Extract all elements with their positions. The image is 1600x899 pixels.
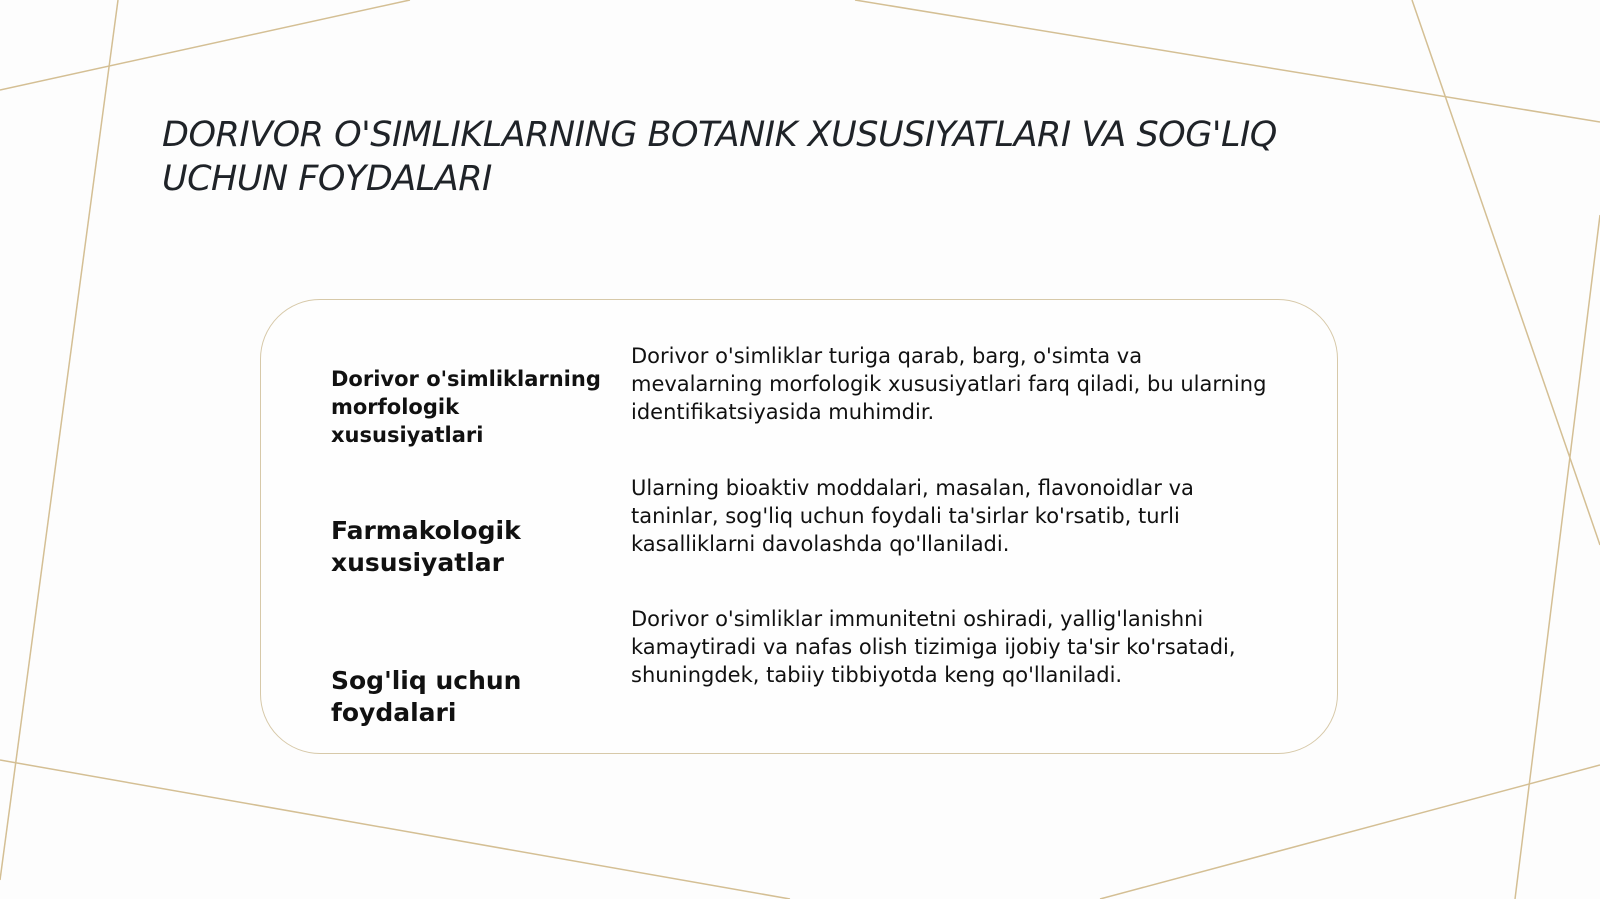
row-text-pharmacology: Ularning bioaktiv moddalari, masalan, flavonoidlar va taninlar, sog'liq uchun foydali ta'sirlar ko'rsatib, turli kasalliklarni davolashda qo'llaniladi.: [631, 476, 1194, 556]
row-label-morphology: Dorivor o'simliklarning morfologik xususiyatlari: [331, 367, 601, 447]
slide-title: DORIVOR O'SIMLIKLARNING BOTANIK XUSUSIYATLARI VA SOG'LIQ UCHUN FOYDALARI: [162, 115, 1277, 199]
row-label-health-benefits: Sog'liq uchun foydalari: [331, 666, 522, 727]
row-text-morphology: Dorivor o'simliklar turiga qarab, barg, o'simta va mevalarning morfologik xususiyatlari farq qiladi, bu ularning identifikatsiyasida muhimdir.: [631, 344, 1267, 424]
row-text-health-benefits: Dorivor o'simliklar immunitetni oshiradi, yallig'lanishni kamaytiradi va nafas olish tizimiga ijobiy ta'sir ko'rsatadi, shuningdek, tabiiy tibbiyotda keng qo'llaniladi.: [631, 607, 1236, 687]
row-label-pharmacology: Farmakologik xususiyatlar: [331, 516, 521, 577]
